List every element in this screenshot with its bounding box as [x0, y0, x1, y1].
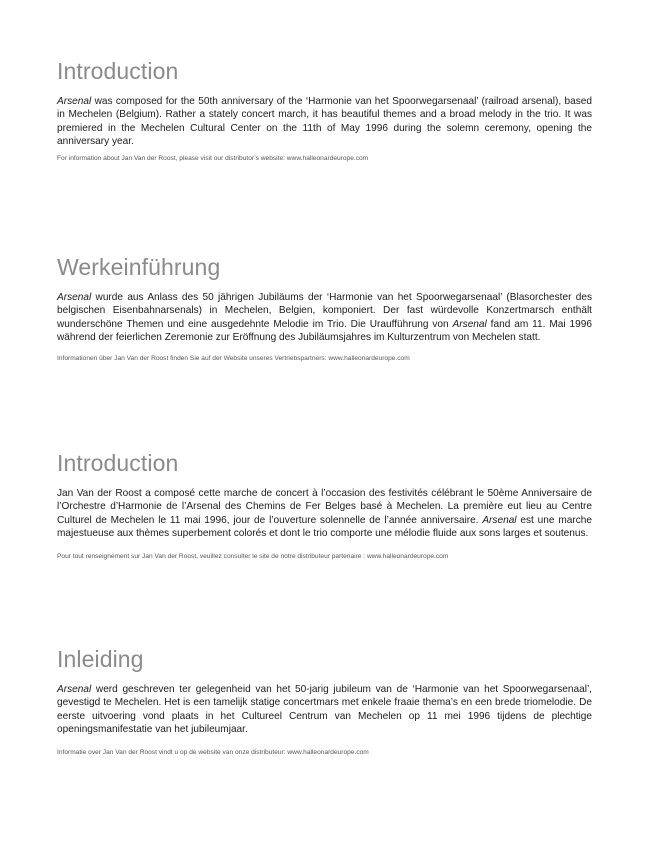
body-text-span: fand am 11. Mai 1996 während der feierlichen Zeremonie zur Eröffnung des Jubiläumsjahres im Kulturzentrum von Mechelen statt. [57, 318, 592, 344]
work-title: Arsenal [57, 292, 92, 303]
work-title: Arsenal [57, 96, 92, 107]
section-heading: Introduction [57, 450, 179, 476]
section-heading: Introduction [57, 58, 179, 84]
section-body [57, 95, 592, 149]
section-body [57, 683, 592, 737]
distributor-info: For information about Jan Van der Roost, please visit our distributor’s website: www.halleonardeurope.com [57, 154, 369, 162]
section-body [57, 487, 592, 541]
section-heading: Werkeinführung [57, 254, 221, 280]
body-text-span: est une marche majestueuse aux thèmes superbement colorés et dont le trio comporte une mélodie fluide aux sons larges et soutenus. [57, 514, 592, 540]
section-french [57, 449, 592, 561]
work-title: Arsenal [482, 514, 517, 526]
work-title: Arsenal [57, 684, 92, 695]
distributor-info: Informationen über Jan Van der Roost finden Sie auf der Website unseres Vertriebspartners: www.halleonardeurope.com [57, 354, 410, 362]
section-german [57, 253, 592, 363]
work-title: Arsenal [452, 318, 487, 330]
section-body [57, 291, 592, 345]
distributor-info: Informatie over Jan Van der Roost vindt u op de website van onze distributeur: www.halleonardeurope.com [57, 748, 369, 756]
section-dutch [57, 645, 592, 757]
body-text-span: werd geschreven ter gelegenheid van het 50-jarig jubileum van de ‘Harmonie van het Spoorwegarsenaal’, gevestigd te Mechelen. Het is een tamelijk statige concertmars met enkele fraaie thema’s en een brede triomelodie. De eerste uitvoering vond plaats in het Cultureel Centrum van Mechelen op 11 mei 1996 tijdens de plechtige openingsmanifestatie van het jubileumjaar. [57, 684, 592, 736]
body-text-span: Jan Van der Roost a composé cette marche de concert à l’occasion des festivités célébrant le 50ème Anniversaire de l’Orchestre d’Harmonie de l’Arsenal des Chemins de Fer Belges basé à Mechelen. La première eut lieu au Centre Culturel de Mechelen le 11 mai 1996, jour de l’ouverture solennelle de l’année anniversaire. [57, 488, 592, 526]
section-english [57, 57, 592, 163]
body-text-span: was composed for the 50th anniversary of the ‘Harmonie van het Spoorwegarsenaal’ (railroad arsenal), based in Mechelen (Belgium). Rather a stately concert march, it has beautiful themes and a broad melody in the trio. It was premiered in the Mechelen Cultural Center on the 11th of May 1996 during the solemn ceremony, opening the anniversary year. [57, 96, 592, 148]
distributor-info: Pour tout renseignement sur Jan Van der Roost, veuillez consulter le site de notre distributeur partenaire : www.halleonardeurope.com [57, 552, 449, 560]
section-heading: Inleiding [57, 646, 144, 672]
body-text-span: wurde aus Anlass des 50 jährigen Jubiläums der ‘Harmonie van het Spoorwegarsenaal’ (Blasorchester des belgischen Eisenbahnarsenals) in Mechelen, Belgien, komponiert. Der fast würdevolle Konzertmarsch enthält wunderschöne Themen und eine ausgedehnte Melodie im Trio. Die Uraufführung von [57, 292, 592, 330]
